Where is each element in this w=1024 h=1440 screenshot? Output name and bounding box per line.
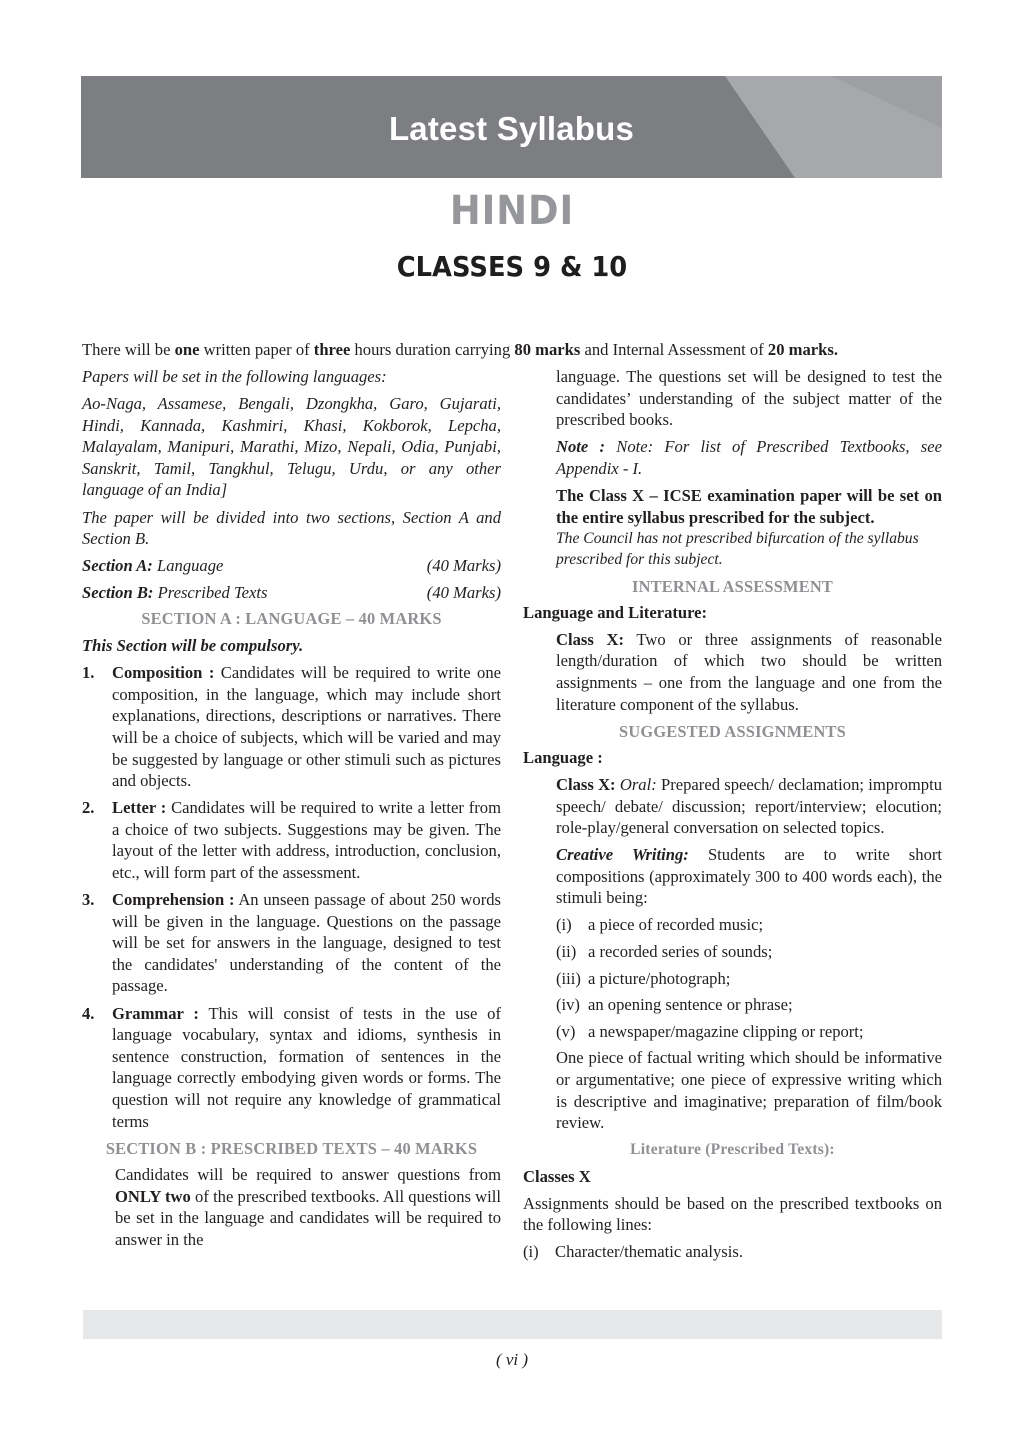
item-title: Composition : xyxy=(112,663,215,683)
line-item xyxy=(523,1241,942,1263)
stimulus-text: an opening sentence or phrase; xyxy=(588,995,793,1015)
intro-bold: 80 marks xyxy=(514,340,581,359)
section-b-text-bold: ONLY two xyxy=(115,1186,191,1206)
item-text: An unseen passage of about 250 words will be given in the language. Questions on the passage will be set for answers in the language, designed to test the candidates' understanding of the content of the passage. xyxy=(112,890,501,996)
stimulus-text: a piece of recorded music; xyxy=(588,915,764,935)
intro-bold: three xyxy=(313,340,351,359)
stimulus-number: (iii) xyxy=(556,968,581,988)
section-label: Section B: xyxy=(82,582,154,602)
stimulus-number: (v) xyxy=(556,1021,576,1041)
intro-text: There will be xyxy=(82,340,175,359)
language-literature-label: Language and Literature: xyxy=(523,603,708,623)
stimulus-item xyxy=(556,994,942,1016)
stimulus-number: (ii) xyxy=(556,942,577,962)
stimulus-item xyxy=(556,968,942,990)
classes-x-label: Classes X xyxy=(523,1166,591,1186)
stimulus-item xyxy=(556,1021,942,1043)
oral-class-label: Class X: xyxy=(556,774,616,794)
item-title: Letter : xyxy=(112,798,167,818)
class-x-label: Class X: xyxy=(556,629,625,649)
stimulus-item xyxy=(556,914,942,936)
footer-band xyxy=(83,1310,942,1339)
section-b-text xyxy=(82,1164,501,1250)
section-a-heading: SECTION A : LANGUAGE – 40 MARKS xyxy=(141,609,442,629)
intro-text: written paper of xyxy=(199,340,314,359)
list-item xyxy=(82,797,501,883)
oral-label: Oral: xyxy=(615,774,657,794)
council-note: The Council has not prescribed bifurcation of the syllabus prescribed for this subject. xyxy=(556,530,919,569)
assignments-text: Assignments should be based on the prescribed textbooks on the following lines: xyxy=(523,1193,942,1235)
continuation-text: language. The questions set will be designed to test the candidates’ understanding of the subject matter of the prescribed books. xyxy=(556,367,942,430)
item-number: 3. xyxy=(82,890,95,910)
compulsory-note: This Section will be compulsory. xyxy=(82,636,304,656)
item-text: Candidates will be required to write a letter from a choice of two subjects. Suggestions may be given. The layout of the letter with address, introduction, conclusion, etc., will form part of the assessment. xyxy=(112,798,501,882)
stimulus-number: (iv) xyxy=(556,995,580,1015)
item-number: 4. xyxy=(82,1003,95,1023)
section-a-marks-row xyxy=(82,555,501,577)
creative-text: Students are to write short compositions (approximately 300 to 400 words each), the stimuli being: xyxy=(556,845,942,908)
note xyxy=(523,436,942,479)
section-name: Language xyxy=(152,556,224,576)
intro-line xyxy=(82,340,944,360)
note-text: Note: For list of Prescribed Textbooks, see Appendix - I. xyxy=(556,437,942,478)
stimulus-text: a recorded series of sounds; xyxy=(588,942,773,962)
stimulus-item xyxy=(556,941,942,963)
section-b-text-a: Candidates will be required to answer questions from xyxy=(115,1165,501,1185)
creative-writing xyxy=(523,844,942,909)
stimulus-text: a newspaper/magazine clipping or report; xyxy=(588,1021,864,1041)
item-text: Candidates will be required to write one composition, in the language, which may include short explanations, directions, descriptions or narratives. There will be a choice of subjects, which will be varied and may be suggested by language or other stimuli such as pictures and objects. xyxy=(112,663,501,791)
header-banner xyxy=(81,76,942,178)
section-b-heading: SECTION B : PRESCRIBED TEXTS – 40 MARKS xyxy=(105,1138,478,1158)
note-label: Note : xyxy=(556,437,606,457)
languages-intro: Papers will be set in the following languages: xyxy=(82,367,387,386)
banner-title: Latest Syllabus xyxy=(388,110,635,147)
line-number: (i) xyxy=(523,1242,539,1262)
languages-list: Ao-Naga, Assamese, Bengali, Dzongkha, Garo, Gujarati, Hindi, Kannada, Kashmiri, Khasi, Kokborok, Lepcha, Malayalam, Manipuri, Marathi, Mizo, Nepali, Odia, Punjabi, Sanskrit, Tamil, Tangkhul, Telugu, Urdu, or any other language of an India] xyxy=(82,394,501,500)
class-x-text: Two or three assignments of reasonable length/duration of which two should be written assignments – one from the language and one from the literature component of the syllabus. xyxy=(556,629,942,714)
section-marks: (40 Marks) xyxy=(426,556,501,576)
division-text: The paper will be divided into two sections, Section A and Section B. xyxy=(82,507,501,549)
item-title: Comprehension : xyxy=(112,890,235,910)
right-column xyxy=(523,366,942,1268)
language-label: Language : xyxy=(523,748,603,768)
classes-title: CLASSES 9 & 10 xyxy=(396,250,628,283)
literature-heading: Literature (Prescribed Texts): xyxy=(630,1141,835,1159)
list-item xyxy=(82,662,501,792)
oral-text: Prepared speech/ declamation; impromptu speech/ debate/ discussion; report/interview; elocution; role-play/general conversation on selected topics. xyxy=(556,774,942,838)
section-marks: (40 Marks) xyxy=(426,582,501,602)
subject-title: HINDI xyxy=(449,188,575,234)
page-number: ( vi ) xyxy=(495,1350,529,1369)
stimulus-text: a picture/photograph; xyxy=(588,968,731,988)
section-name: Prescribed Texts xyxy=(153,582,268,602)
section-b-text-b: of the prescribed textbooks. All questions will be set in the language and candidates will be required to answer in the xyxy=(115,1186,501,1249)
left-column xyxy=(82,366,501,1256)
stimulus-number: (i) xyxy=(556,915,572,935)
list-item xyxy=(82,1003,501,1133)
intro-text: hours duration carrying xyxy=(350,340,515,359)
item-text: This will consist of tests in the use of language vocabulary, syntax and idioms, synthesis in sentence construction, formation of sentences in the language correctly embodying given words or forms. The question will not require any knowledge of grammatical terms xyxy=(112,1003,501,1131)
oral-assignments xyxy=(523,774,942,839)
intro-bold: one xyxy=(174,340,200,359)
item-title: Grammar : xyxy=(112,1003,199,1023)
icse-statement: The Class X – ICSE examination paper will be set on the entire syllabus prescribed for the subject. xyxy=(556,485,942,527)
line-text: Character/thematic analysis. xyxy=(555,1242,743,1262)
factual-writing: One piece of factual writing which should be informative or argumentative; one piece of expressive writing which is descriptive and imaginative; preparation of film/book review. xyxy=(556,1048,942,1133)
creative-label: Creative Writing: xyxy=(556,845,689,865)
intro-text: and Internal Assessment of xyxy=(580,340,768,359)
internal-assessment-heading: INTERNAL ASSESSMENT xyxy=(631,576,833,596)
item-number: 1. xyxy=(82,663,95,683)
intro-bold: 20 marks. xyxy=(767,340,838,359)
class-x-assignments xyxy=(523,629,942,715)
section-label: Section A: xyxy=(82,556,153,576)
item-number: 2. xyxy=(82,798,95,818)
section-b-marks-row xyxy=(82,582,501,604)
suggested-assignments-heading: SUGGESTED ASSIGNMENTS xyxy=(619,721,846,741)
list-item xyxy=(82,889,501,997)
